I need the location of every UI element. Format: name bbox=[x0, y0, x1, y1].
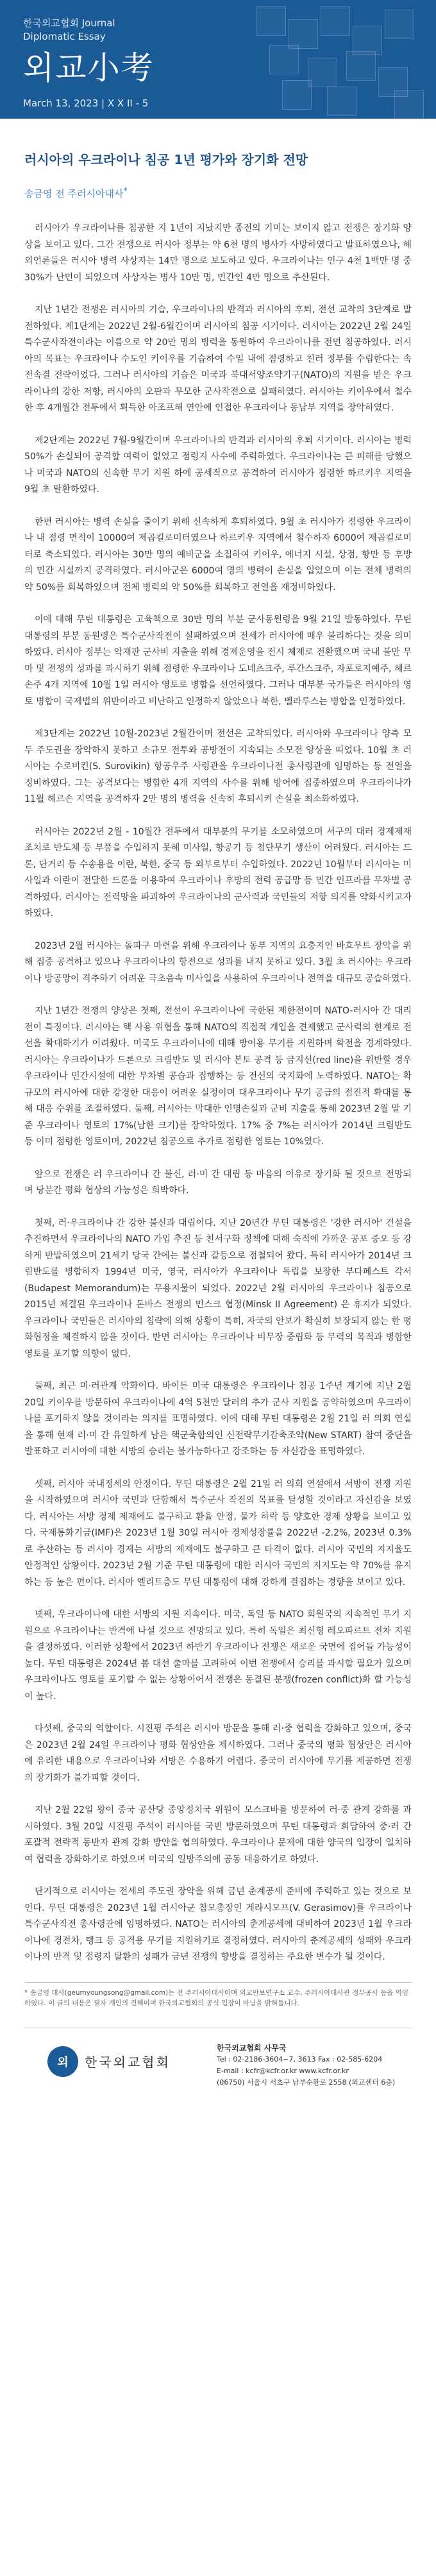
paragraph: 지난 2월 22일 왕이 중국 공산당 중앙정치국 위원이 모스크바를 방문하여 러·중 관계 강화를 과시하였다. 3월 20일 시진핑 주석이 러시아를 국빈 방문하였으며 무틴 대통령과 회담하여 중·러 간 포괄적 전략적 동반자 관계 강화 방안을 협의하였다. 우크라이나 문제에 대한 양국의 입장이 일치하여 협력을 강화하기로 하였으며 미국의 일방주의에 공동 대응하기로 하였다. bbox=[24, 1805, 412, 1865]
paragraph: 이에 대해 무틴 대통령은 고육책으로 30만 명의 부분 군사동원령을 9월 21일 발동하였다. 무틴 대통령의 부분 동원령은 특수군사작전이 실패하였으며 전세가 러시아에 매우 불리하다는 것을 의미하였다. 러시아 정부는 악재판 군사비 지출을 위해 경제운영을 전시 체제로 전환했으며 국내 불만 무마 및 전쟁의 성과를 과시하기 위해 점령한 우크라이나 도네츠크주, 루간스크주, 자포로지예주, 헤르손주 4개 지역에 10월 1일 러시아 영토로 병합을 선언하였다. 그러나 대부분 국가들은 러시아의 영토 병합이 국제법의 위반이라고 비난하고 인정하지 않았으나 북한, 벨라루스는 병합을 인정하였다. bbox=[24, 614, 412, 707]
paragraph: 넷째, 우크라이나에 대한 서방의 지원 지속이다. 미국, 독일 등 NATO 회원국의 지속적인 무기 지원으로 우크라이나는 반격에 나설 것으로 전망되고 있다. 특히 독일은 최신형 레오파르트 전차 지원을 결정하였다. 이러한 상황에서 2023년 하반기 우크라이나 전쟁은 새로운 국면에 접어들 가능성이 높다. 무틴 대통령은 2024년 봄 대선 출마를 고려하여 이번 전쟁에서 승리를 과시할 필요가 있으며 우크라이나도 영토를 포기할 수 없는 상황이어서 전쟁은 동결된 분쟁(frozen conflict)화 할 가능성이 높다. bbox=[24, 1609, 412, 1702]
paragraph: 앞으로 전쟁은 러 우크라이나 간 불신, 러·미 간 대립 등 마음의 이유로 장기화 될 것으로 전망되며 당분간 평화 협상의 가능성은 희박하다. bbox=[24, 1169, 412, 1196]
article-title: 러시아의 우크라이나 침공 1년 평가와 장기화 전망 bbox=[24, 152, 308, 167]
author-name: 송금영 전 주러시아대사 bbox=[24, 188, 124, 199]
paragraph: 2023년 2월 러시아는 돌파구 마련을 위해 우크라이나 동부 지역의 요충지인 바흐무트 장악을 위해 집중 공격하고 있으나 우크라이나의 항전으로 성과를 내지 못하고 있다. 3월 초 러시아는 우크라이나 방공망이 격추하기 어려운 극초음속 미사일을 사용하여 우크라이나 전역을 대규모 공습하였다. bbox=[24, 940, 412, 984]
paragraph: 제2단계는 2022년 7월-9월간이며 우크라이나의 반격과 러시아의 후퇴 시기이다. 러시아는 병력 50%가 손실되어 공격할 여력이 없었고 점령지 사수에 주력하였다. 우크라이나는 큰 피해를 당했으나 미국과 NATO의 신속한 무기 지원 하에 공세적으로 공격하여 러시아가 점령한 하르키우 지역을 9월 초 탈환하였다. bbox=[24, 435, 412, 495]
institute-name: 한국외교협회 Journal bbox=[23, 17, 115, 29]
paragraph: 다섯째, 중국의 역할이다. 시진핑 주석은 러시아 방문을 통해 러·중 협력을 강화하고 있으며, 중국은 2023년 2월 24일 우크라이나 평화 협상안을 제시하였다. 그러나 중국의 평화 협상안은 러시아에 유리한 내용으로 우크라이나와 서방은 수용하기 어렵다. 중국이 러시아에 무기를 제공하면 전쟁의 장기화가 불가피할 것이다. bbox=[24, 1724, 412, 1783]
contact-info bbox=[217, 2042, 395, 2089]
logo-text: 한국외교협회 bbox=[85, 2055, 171, 2070]
paragraph: 러시아가 우크라이나를 침공한 지 1년이 지났지만 종전의 기미는 보이지 않고 전쟁은 장기화 양상을 보이고 있다. 그간 전쟁으로 러시아 정부는 약 6천 명의 병사가 사망하였다고 발표하였으나, 해외언론들은 러시아 병력 사상자는 14만 명으로 보도하고 있다. 우크라이나는 인구 4천 1백만 명 중 30%가 난민이 되었으며 사상자는 병사 10만 명, 민간인 4만 명으로 추산된다. bbox=[24, 223, 412, 283]
series-name: Diplomatic Essay bbox=[23, 31, 106, 42]
footnote-mark: * bbox=[123, 185, 128, 195]
emblem-icon: 외 bbox=[47, 2046, 78, 2077]
footer-logo bbox=[47, 2046, 171, 2077]
header-institute bbox=[23, 17, 115, 44]
paragraph: 제3단계는 2022년 10월-2023년 2월간이며 전선은 교착되었다. 러시아와 우크라이나 양측 모두 주도권을 장악하지 못하고 소규모 전투와 공방전이 지속되는 소모전 양상을 띠었다. 10월 초 러시아는 수로비킨(S. Surovikin) 항공우주 사령관을 우크라이나전 총사령관에 임명하는 등 전열을 정비하였다. 그는 공격보다는 병합한 4개 지역의 사수를 위해 방어에 집중하였으며 우크라이나가 11월 헤르손 지역을 공격하자 2만 명의 병력을 신속히 후퇴시켜 손실을 최소화하였다. bbox=[24, 729, 412, 804]
header-banner bbox=[0, 0, 436, 119]
paragraph: 지난 1년간 전쟁의 양상은 첫째, 전선이 우크라이나에 국한된 제한전이며 NATO-러시아 간 대리전이 특징이다. 러시아는 핵 사용 위협을 통해 NATO의 직접적 개입을 견제했고 군사력의 한계로 전선을 확대하기가 어려웠다. 미국도 우크라이나에 대해 방어용 무기를 지원하며 확전을 경계하였다. 러시아는 우크라이나가 드론으로 크림반도 및 러시아 본토 공격 등 금지선(red line)을 위반할 경우 우크라이나 민간시설에 대한 무차별 공습과 집행하는 등 전선의 국지화에 노력하였다. NATO는 확 규모의 러시아에 대한 강경한 대응이 어려운 실정이며 대우크라이나 무기 공급의 점진적 확대를 통해 대응 수위를 조절하였다. 둘째, 러시아는 막대한 인명손실과 군비 지출을 통해 2023년 2월 말 기준 우크라이나 영토의 17%(남한 크기)를 장악하였다. 17% 중 7%는 러시아가 2014년 크림반도 등 이미 점령한 영토이며, 2022년 침공으로 추가로 점령한 영토는 10%였다. bbox=[24, 1006, 412, 1147]
paragraph: 둘째, 최근 미·러관계 악화이다. 바이든 미국 대통령은 우크라이나 침공 1주년 계기에 지난 2월 20일 키이우를 방문하여 우크라이나에 4억 5천만 달러의 추가 군사 지원을 공약하였으며 우크라이나를 포기하지 않을 것이라는 의지를 표명하였다. 이에 대해 무틴 대통령은 2월 21일 러 의회 연설을 통해 현재 러·미 간 유일하게 남은 핵군축합의인 신전략무기감축조약(New START) 참여 중단을 발표하고 러시아에 대한 서방의 승리는 불가능하다고 강조하는 등 자신감을 표명하였다. bbox=[24, 1381, 412, 1457]
journal-title: 외교小考 bbox=[23, 49, 155, 87]
address-title: 한국외교협회 사무국 bbox=[217, 2043, 287, 2053]
postal-address: (06750) 서울시 서초구 남부순환로 2558 (외교센터 6층) bbox=[217, 2078, 396, 2087]
footnote: * 송금영 대사(geumyoungsong@gmail.com)는 전 주러시아대사이며 외교안보연구소 교수, 주러시아대사관 정무공사 등을 역임하였다. 이 글의 내용은 필자 개인의 견해이며 한국외교협회의 공식 입장이 아님을 밝혀둡니다. bbox=[24, 1988, 408, 2007]
paragraph: 단기적으로 러시아는 전세의 주도권 장악을 위해 금년 춘계공세 준비에 주력하고 있는 것으로 보인다. 무틴 대통령은 2023년 1월 러시아군 참모총장인 게라시모프(V. Gerasimov)를 우크라이나 특수군사작전 총사령관에 임명하였다. NATO는 러시아의 춘계공세에 대비하여 2023년 1월 우크라이나에 경전차, 탱크 등 공격용 무기를 지원하기로 결정하였다. 러시아의 춘계공세의 성패와 우크라이나의 반격 및 점령지 탈환의 성패가 금년 전쟁의 향방을 결정하는 주요한 변수가 될 것이다. bbox=[24, 1886, 412, 1962]
footnote-divider bbox=[24, 1982, 412, 1983]
tel-fax: Tel : 02-2186-3604~7, 3613 Fax : 02-585-6204 bbox=[217, 2055, 383, 2063]
paragraph-list bbox=[24, 221, 412, 1966]
paragraph: 지난 1년간 전쟁은 러시아의 기습, 우크라이나의 반격과 러시아의 후퇴, 전선 교착의 3단계로 발전하였다. 제1단계는 2022년 2월-6월간이며 러시아의 침공 시기이다. 러시아는 2022년 2월 24일 특수군사작전이라는 이름으로 약 20만 명의 병력을 동원하여 우크라이나를 전면 침공하였다. 러시아의 목표는 우크라이나 수도인 키이우를 기습하여 수일 내에 점령하고 친러 정부를 수립한다는 속전속결 전략이었다. 그러나 러시아의 기습은 미국과 북대서양조약기구(NATO)의 지원을 받은 우크라이나의 강한 저항, 러시아의 오판과 무모한 군사작전으로 실패하였다. 러시아는 키이우에서 철수한 후 4개월간 전투에서 획득한 아조프해 연안에 인접한 우크라이나 동남부 지역을 장악하였다. bbox=[24, 305, 412, 413]
email-web: E-mail : kcfr@kcfr.or.kr www.kcfr.or.kr bbox=[217, 2066, 349, 2075]
paragraph: 한편 러시아는 병력 손실을 줄이기 위해 신속하게 후퇴하였다. 9월 초 러시아가 점령한 우크라이나 내 점령 면적이 10000여 제곱킬로미터였으나 하르키우 지역에서 철수하자 6000여 제곱킬로미터로 축소되었다. 러시아는 30만 명의 예비군을 소집하여 키이우, 에너지 시설, 상점, 항만 등 후방의 민간 시설까지 공격하였다. 러시아군은 6000여 명의 병력이 손실을 입었으며 이는 전체 병력의 약 50%를 회복하였으며 전체 병력의 약 50%를 회복하고 전열을 재정비하였다. bbox=[24, 516, 412, 593]
issue-date: March 13, 2023 | X X II - 5 bbox=[23, 97, 149, 109]
paragraph: 셋째, 러시아 국내정세의 안정이다. 무틴 대통령은 2월 21일 러 의회 연설에서 서방이 전쟁 지원을 시작하였으며 러시아 국민과 단합해서 특수군사 작전의 목표를 달성할 것이라고 자신감을 보였다. 러시아는 서방 경제 제재에도 불구하고 환율 안정, 물가 하락 등 양호한 경제 상황을 보이고 있다. 국제통화기금(IMF)은 2023년 1월 30일 러시아 경제성장률을 2022년 -2.2%, 2023년 0.3%로 추산하는 등 러시아 경제는 서방의 제재에도 불구하고 큰 타격이 없다. 러시아 국민의 지지율도 안정적인 상황이다. 2023년 2월 기준 무틴 대통령에 대한 러시아 국민의 지지도는 약 70%를 유지하는 등 높은 편이다. 러시아 엘리트층도 무틴 대통령에 대해 강하게 결집하는 경향을 보이고 있다. bbox=[24, 1479, 412, 1588]
article-body bbox=[0, 119, 436, 2008]
paragraph: 러시아는 2022년 2월 - 10월간 전투에서 대부분의 무기를 소모하였으며 서구의 대러 경제제재조치로 반도체 등 부품을 수입하지 못해 미사일, 항공기 등 첨단무기 생산이 어려웠다. 러시아는 드론, 단거리 등 수송용을 이란, 북한, 중국 등 외부로부터 수입하였다. 2022년 10월부터 러시아는 미사일과 이란이 전달한 드론을 이용하여 우크라이나 후방의 전력 공급망 등 민간 인프라를 무차별 공격하였다. 러시아는 전력망을 파괴하여 우크라이나의 군사력과 국민들의 저항 의지를 약화시키고자 하였다. bbox=[24, 826, 412, 919]
paragraph: 첫째, 러·우크라이나 간 강한 불신과 대립이다. 지난 20년간 무틴 대통령은 '강한 러시아' 건설을 추진하면서 우크라이나의 NATO 가입 추진 등 친서구화 정책에 대해 숙적에 가까운 공포 증오 등 강하게 반발하였으며 21세기 당국 간에는 불신과 갈등으로 점철되어 왔다. 특히 러시아가 2014년 크림반도를 병합하자 1994년 미국, 영국, 러시아가 우크라이나 독립을 보장한 부다페스트 각서(Budapest Memorandum)는 무용지물이 되었다. 2022년 2월 러시아의 우크라이나 침공으로 2015년 체결된 우크라이나 돈바스 전쟁의 민스크 협정(Minsk II Agreement) 은 휴지가 되었다. 우크라이나 국민들은 러시아의 침략에 의해 상황이 특히, 자국의 안보가 확실히 보장되지 않는 한 평화협정을 체결하지 않을 것이다. 반면 러시아는 우크라이나 비무장 중립화 등 무력의 목적과 병합한 영토를 포기할 의향이 없다. bbox=[24, 1217, 412, 1359]
author-byline bbox=[24, 185, 412, 200]
header-decoration bbox=[250, 6, 423, 115]
footer bbox=[24, 2028, 412, 2137]
